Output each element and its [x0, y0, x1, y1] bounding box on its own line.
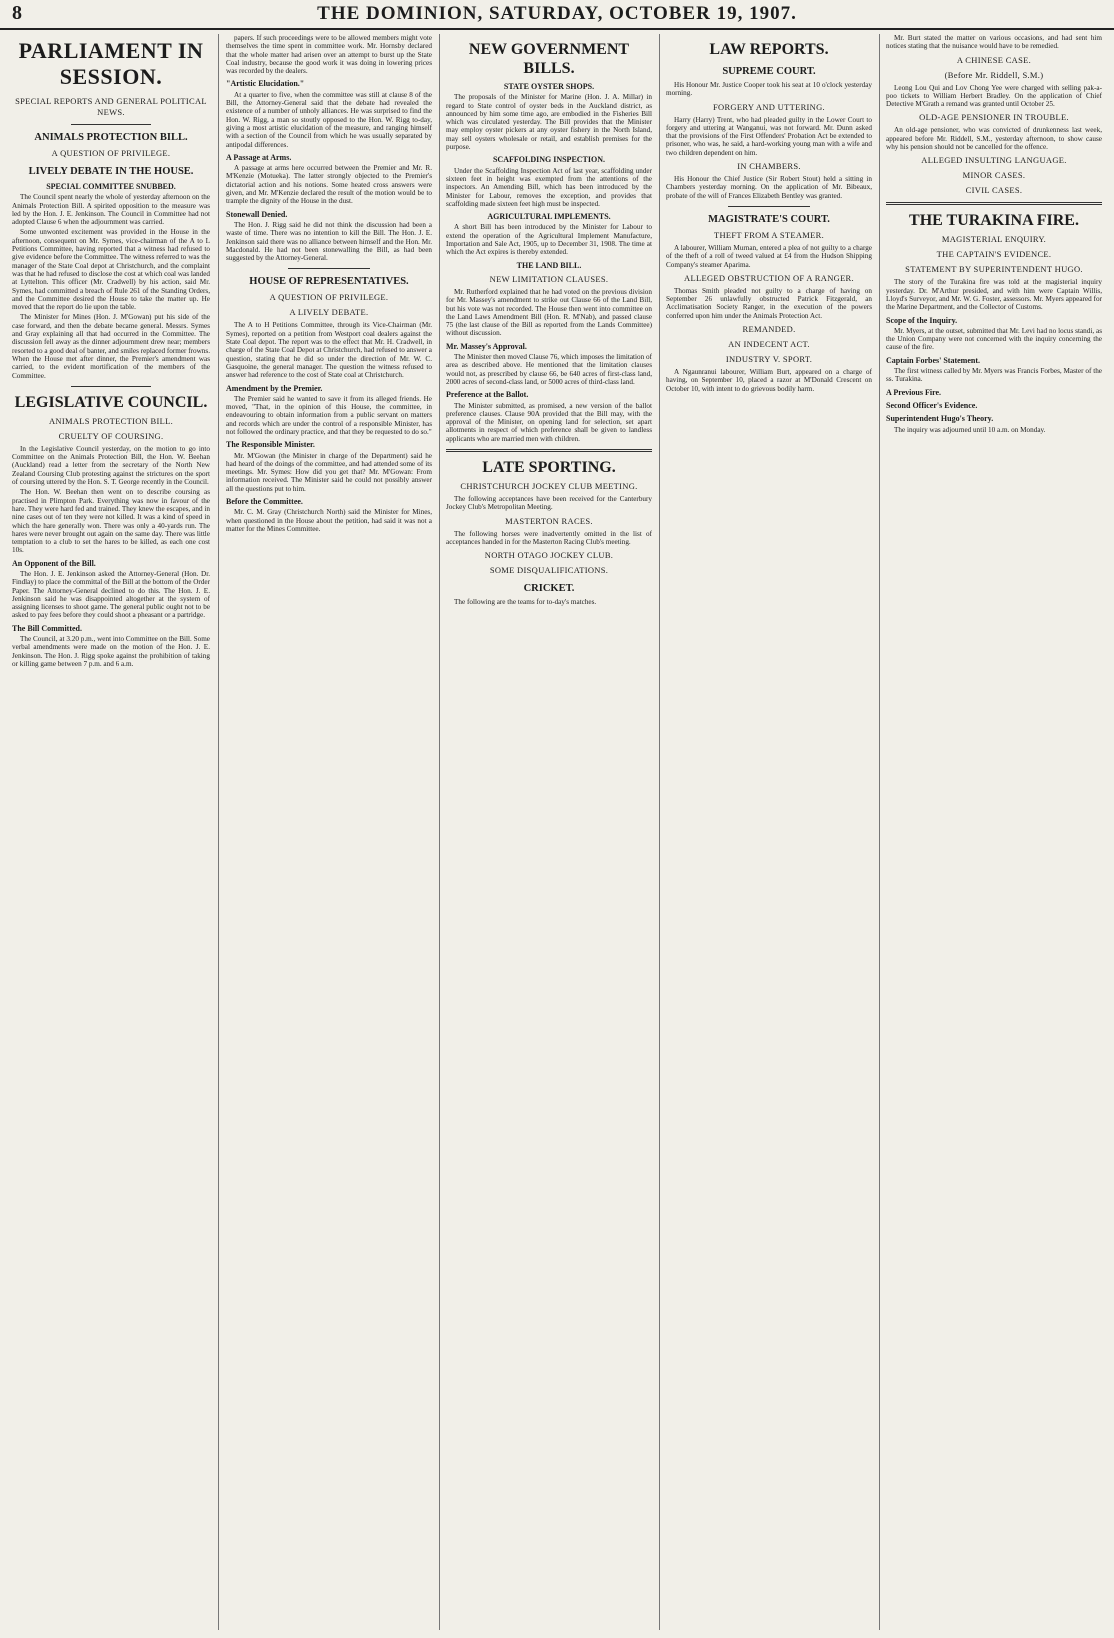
column-5 — [886, 34, 1102, 1630]
paragraph: The Minister for Mines (Hon. J. M'Gowan) put his side of the case forward, and then the debate became general. Messrs. Symes and Gray explaining all that had occurred in the Committee. The discussion fell away as the dinner adjournment drew near; members resorted to a good deal of banter, and smiles replaced former frowns. When the House met after dinner, the Premier's amendment was carried, to the evident mortification of the members of the Committee. — [12, 313, 210, 380]
heading: INDUSTRY V. SPORT. — [725, 354, 813, 365]
paragraph: The Premier said he wanted to save it from its alleged friends. He moved, "That, in the opinion of this House, the committee, in endeavouring to obtain information from a public servant on matters and records which are under the control of a responsible Minister, has not followed the ordinary practice, and that they be requested to do so." — [226, 394, 432, 436]
paragraph: The Minister submitted, as promised, a new version of the ballot preference clauses. Clause 90A provided that the Bill may, with the approval of the Minister, on opening land for selection, set apart allotments in respect of which preference shall be given to landless applicants who are married men with children. — [446, 401, 652, 443]
subheading: Mr. Massey's Approval. — [446, 341, 527, 351]
heading: MAGISTERIAL ENQUIRY. — [941, 234, 1047, 245]
heading: CRUELTY OF COURSING. — [58, 430, 164, 441]
paragraph: His Honour Mr. Justice Cooper took his seat at 10 o'clock yesterday morning. — [666, 81, 872, 98]
heading: CHRISTCHURCH JOCKEY CLUB MEETING. — [460, 480, 638, 491]
heading: HOUSE OF REPRESENTATIVES. — [249, 276, 409, 288]
subheading: AGRICULTURAL IMPLEMENTS. — [487, 212, 611, 222]
subheading: A Passage at Arms. — [226, 152, 292, 162]
paragraph: The inquiry was adjourned until 10 a.m. on Monday. — [894, 425, 1046, 434]
paragraph: Mr. C. M. Gray (Christchurch North) said the Minister for Mines, when questioned in the House about the petition, had said it was not a matter for the Mines Committee. — [226, 508, 432, 533]
column-1 — [12, 34, 210, 1630]
paragraph: A short Bill has been introduced by the Minister for Labour to extend the operation of the Agricultural Implement Manufacture, Importation and Sale Act, 1905, up to December 31, 1908. The time at which the Act expires is thereby extended. — [446, 223, 652, 257]
paragraph: An old-age pensioner, who was convicted of drunkenness last week, appeared before Mr. Riddell, S.M., yesterday afternoon, to show cause why his pension should not be cancelled for the offence. — [886, 126, 1102, 152]
paragraph: The Minister then moved Clause 76, which imposes the limitation of area as described above. He mentioned that the limitation clauses would not, as prescribed by clause 66, be 640 acres of first-class land, 2000 acres of second-class land, or 5000 acres of third-class land. — [446, 353, 652, 386]
paragraph: The A to H Petitions Committee, through its Vice-Chairman (Mr. Symes), reported on a petition from Westport coal dealers against the State Coal depot. The report was to the effect that Mr. H. Cradwell, in charge of the State Coal Depot at Christchurch, had refused to answer a question, stating that he did so under the direction of Mr. W. C. Gasquoine, the general manager. The question the witness refused to answer had reference to the cost of State coal at Christchurch. — [226, 321, 432, 380]
heading: A LIVELY DEBATE. — [289, 307, 369, 318]
heading: SPECIAL COMMITTEE SNUBBED. — [46, 182, 176, 191]
paragraph: A passage at arms here occurred between the Premier and Mr. R. M'Kenzie (Motueka). The latter strongly objected to the Premier's dictatorial action and his notions. Some heated cross answers were given, and Mr. M'Kenzie declared the result of the motion would be to trample the dignity of the House in the dust. — [226, 164, 432, 206]
subheading: THE LAND BILL. — [516, 260, 582, 270]
heading: MAGISTRATE'S COURT. — [708, 213, 830, 225]
column-rule — [879, 34, 880, 1630]
heading: MASTERTON RACES. — [505, 515, 593, 526]
subheading: Amendment by the Premier. — [226, 383, 323, 393]
divider — [71, 386, 150, 387]
headline-new-government-bills: NEW GOVERNMENT BILLS. — [468, 41, 630, 77]
column-rule — [218, 34, 219, 1630]
subheading: Before the Committee. — [226, 497, 303, 507]
heading: OLD-AGE PENSIONER IN TROUBLE. — [919, 112, 1069, 123]
heading: SUPREME COURT. — [722, 66, 816, 77]
subheading: Scope of the Inquiry. — [886, 315, 958, 325]
heading: NORTH OTAGO JOCKEY CLUB. — [484, 550, 614, 561]
paragraph: Mr. Rutherford explained that he had voted on the previous division for Mr. Massey's amendment to strike out Clause 66 of the Land Bill, but his vote was not recorded. The House then went into committee on the Land Laws Amendment Bill (Hon. R. M'Nab), and passed clause 75 (the last clause of the Bill as reported from the Lands Committee) without discussion. — [446, 287, 652, 338]
subheading: The Bill Committed. — [12, 623, 82, 633]
heading: LIVELY DEBATE IN THE HOUSE. — [28, 166, 194, 177]
heading: THE CAPTAIN'S EVIDENCE. — [936, 249, 1052, 260]
heading: SOME DISQUALIFICATIONS. — [489, 565, 609, 576]
paragraph: The first witness called by Mr. Myers was Francis Forbes, Master of the ss. Turakina. — [886, 367, 1102, 384]
subheading: An Opponent of the Bill. — [12, 558, 96, 568]
subheading: Second Officer's Evidence. — [886, 400, 978, 410]
paragraph: The Hon. J. Rigg said he did not think the discussion had been a waste of time. There was no intention to kill the Bill. The Hon. J. E. Jenkinson said there was no alliance between himself and the Hon. Mr. Macdonald. He had not been stonewalling the Bill, as had been suggested by the Attorney-General. — [226, 220, 432, 263]
heading: ALLEGED INSULTING LANGUAGE. — [921, 155, 1067, 166]
paragraph: A labourer, William Murnan, entered a plea of not guilty to a charge of the theft of a roll of tweed valued at £4 from the Hudson Shipping Company's steamer Aparima. — [666, 243, 872, 269]
heading: AN INDECENT ACT. — [728, 339, 810, 350]
subheading: Stonewall Denied. — [226, 209, 288, 219]
paragraph: The story of the Turakina fire was told at the magisterial inquiry yesterday. Dr. M'Arthur presided, and with him were Captain Willis, Lloyd's Surveyor, and Mr. W. G. Foster, assessors. Mr. Myers appeared for the Marine Department, and the Collector of Customs. — [886, 278, 1102, 312]
paragraph: The proposals of the Minister for Marine (Hon. J. A. Millar) in regard to State control of oyster beds in the Auckland district, as announced by him some time ago, are embodied in the Fisheries Bill which was circulated yesterday. The Bill provides that the Minister may employ oyster pickers at any oyster fishery in the North Island, may sell oysters wholesale or retail, and establish premises for the purpose. — [446, 93, 652, 152]
heading: NEW LIMITATION CLAUSES. — [489, 273, 609, 284]
column-2 — [226, 34, 432, 1630]
paragraph: Leong Lou Qui and Lov Chong Yee were charged with selling pak-a-poo tickets to William Herbert Bradley. On the application of Chief Detective M'Grath a remand was granted until October 25. — [886, 83, 1102, 109]
divider — [886, 202, 1102, 205]
divider — [446, 449, 652, 452]
subheading: STATE OYSTER SHOPS. — [503, 82, 595, 91]
paragraph: The Council, at 3.20 p.m., went into Committee on the Bill. Some verbal amendments were made on the motion of the Hon. J. E. Jenkinson. The Hon. J. Rigg spoke against the prohibition of taking or killing game between 7 p.m. and 6 a.m. — [12, 635, 210, 668]
paragraph: A Ngaunranui labourer, William Burt, appeared on a charge of having, on September 10, placed a razor at M'Donald Crescent on October 10, with intent to do grievous bodily harm. — [666, 368, 872, 393]
paragraph: The following horses were inadvertently omitted in the list of acceptances handed in for the Masterton Racing Club's meeting. — [446, 529, 652, 546]
divider — [288, 268, 370, 269]
subheading: SCAFFOLDING INSPECTION. — [492, 155, 605, 165]
heading: MINOR CASES. — [962, 170, 1026, 181]
heading: A CHINESE CASE. — [956, 54, 1032, 65]
heading: THEFT FROM A STEAMER. — [713, 229, 825, 240]
heading: CIVIL CASES. — [965, 185, 1023, 196]
paragraph: papers. If such proceedings were to be allowed members might vote themselves the time spent in committee work. Mr. Hornsby declared that the whole matter had arisen over an attempt to burst up the State Coal industry, because the good work it was doing in lowering prices was recorded by the dealers. — [226, 34, 432, 76]
column-3 — [446, 34, 652, 1630]
paragraph: Mr. Burt stated the matter on various occasions, and had sent him notices stating that the nuisance would have to be remedied. — [886, 34, 1102, 51]
paragraph: At a quarter to five, when the committee was still at clause 8 of the Bill, the Attorney-General said that the debate had revealed the existence of a number of unholy alliances. He was surprised to find the Hon. W. Rigg, a man so stoutly opposed to the Hon. W. Rigg to-day, giving a most artistic elucidation of the measure, and ranging himself with a section of the Council from which he was usually separated by antipodal differences. — [226, 90, 432, 149]
subheading: "Artistic Elucidation." — [226, 79, 305, 89]
newspaper-title: THE DOMINION, SATURDAY, OCTOBER 19, 1907. — [317, 3, 797, 24]
heading: CRICKET. — [523, 583, 575, 595]
headline-law-reports: LAW REPORTS. — [709, 41, 829, 58]
paragraph: The Hon. J. E. Jenkinson asked the Attorney-General (Hon. Dr. Findlay) to place the committal of the Bill at the bottom of the Order Paper. The Attorney-General declined to do this. The Hon. J. E. Jenkinson said he was disappointed altogether at the system of assigning licenses to shoot game. The general public ought not to be asked to pay fees before they could shoot a pheasant or a partridge. — [12, 569, 210, 620]
heading: ALLEGED OBSTRUCTION OF A RANGER. — [684, 272, 854, 283]
paragraph: Mr. M'Gowan (the Minister in charge of the Department) said he had heard of the doings of the committee, and had attended some of its meetings. Mr. Symes: How did you get that? Mr. M'Gowan: From information received. The Minister said he could not possibly answer all the questions put to him. — [226, 451, 432, 493]
paragraph: In the Legislative Council yesterday, on the motion to go into Committee on the Animals Protection Bill, the Hon. W. Beehan (Auckland) read a letter from the secretary of the North New Zealand Coursing Club protesting against the strictures on the sport of coursing uttered by the Hon. S. T. George recently in the Council. — [12, 444, 210, 487]
headline-late-sporting: LATE SPORTING. — [482, 458, 616, 476]
heading: A QUESTION OF PRIVILEGE. — [269, 292, 389, 303]
page-number: 8 — [12, 2, 22, 24]
heading: ANIMALS PROTECTION BILL. — [48, 415, 174, 426]
headline-turakina-fire: THE TURAKINA FIRE. — [909, 212, 1079, 230]
paragraph: The Hon. W. Beehan then went on to describe coursing as practised in Plimpton Park. Everything was now in favour of the hare. They were hard fed and trained. They knew the escapes, and in nine cases out of ten they were not killed. It was a kind of speed in which the hare generally won. There was only a 40-yards run. The hares were never brought out again on the same day. There was little temptation to a club to set the hares to be killed, as each one cost 10s. — [12, 488, 210, 555]
heading: LEGISLATIVE COUNCIL. — [14, 393, 208, 411]
divider — [71, 124, 150, 125]
paragraph: Thomas Smith pleaded not guilty to a charge of having on September 26 unlawfully obstructed Patrick Fitzgerald, an Acclimatisation Society Ranger, in the execution of the powers conferred upon him under the Animals Protection Act. — [666, 286, 872, 320]
paragraph: His Honour the Chief Justice (Sir Robert Stout) held a sitting in Chambers yesterday morning. On the application of Mr. Bibeaux, probate of the will of Frances Elizabeth Bentley was granted. — [666, 175, 872, 200]
paragraph: Mr. Myers, at the outset, submitted that Mr. Levi had no locus standi, as the Union Company were not concerned with the inquiry concerning the cause of the fire. — [886, 326, 1102, 352]
paragraph: Under the Scaffolding Inspection Act of last year, scaffolding under sixteen feet in height was exempted from the attentions of the inspectors. An Amending Bill, which has been introduced by the Minister for Labour, removes the exception, and provides that scaffolding made sixteen feet high must be inspected. — [446, 166, 652, 208]
headline-parliament: PARLIAMENT IN SESSION. — [18, 38, 204, 89]
subheading: Captain Forbes' Statement. — [886, 355, 980, 365]
subheading: The Responsible Minister. — [226, 440, 315, 450]
heading: FORGERY AND UTTERING. — [712, 101, 825, 112]
subheading: Superintendent Hugo's Theory. — [886, 414, 994, 424]
heading: STATEMENT BY SUPERINTENDENT HUGO. — [905, 264, 1083, 275]
column-4 — [666, 34, 872, 1630]
divider — [728, 206, 810, 207]
heading: IN CHAMBERS. — [737, 161, 801, 172]
column-rule — [659, 34, 660, 1630]
heading: (Before Mr. Riddell, S.M.) — [944, 69, 1044, 80]
masthead — [0, 0, 1114, 30]
kicker: SPECIAL REPORTS AND GENERAL POLITICAL NEWS. — [15, 96, 207, 117]
subheading: Preference at the Ballot. — [446, 390, 529, 400]
paragraph: The following acceptances have been received for the Canterbury Jockey Club's Metropolitan Meeting. — [446, 494, 652, 512]
paragraph: The following are the teams for to-day's matches. — [454, 598, 597, 607]
heading: ANIMALS PROTECTION BILL. — [34, 132, 188, 143]
subheading: A Previous Fire. — [886, 387, 942, 397]
paragraph: The Council spent nearly the whole of yesterday afternoon on the Animals Protection Bill. A spirited opposition to the measure was led by the Hon. J. E. Jenkinson. The Council in Committee had not adopted Clause 6 when the adjournment was carried. — [12, 193, 210, 227]
paragraph: Some unwonted excitement was provided in the House in the afternoon, consequent on Mr. Symes, vice-chairman of the A to L Petitions Committee, having reported that a witness had refused to give evidence before the Committee. The witness referred to was the manager of the State Coal depot at Christchurch, and the complaint was that he had refused to disclose the cost at which coal was landed at Lyttelton. This officer (Mr. Cradwell) by his action, said Mr. Symes, had committed a breach of Rule 261 of the Standing Orders, and the Committee desired the House to take the matter up. He moved that the report do lie upon the table. — [12, 228, 210, 312]
column-rule — [439, 34, 440, 1630]
heading: A QUESTION OF PRIVILEGE. — [51, 148, 171, 158]
heading: REMANDED. — [742, 324, 796, 335]
paragraph: Harry (Harry) Trent, who had pleaded guilty in the Lower Court to forgery and uttering at Wanganui, was not forward. Mr. Dunn asked that the provisions of the First Offenders' Probation Act be extended to prisoner, who was, he said, a hard-working young man with a wife and two children dependent on him. — [666, 115, 872, 157]
